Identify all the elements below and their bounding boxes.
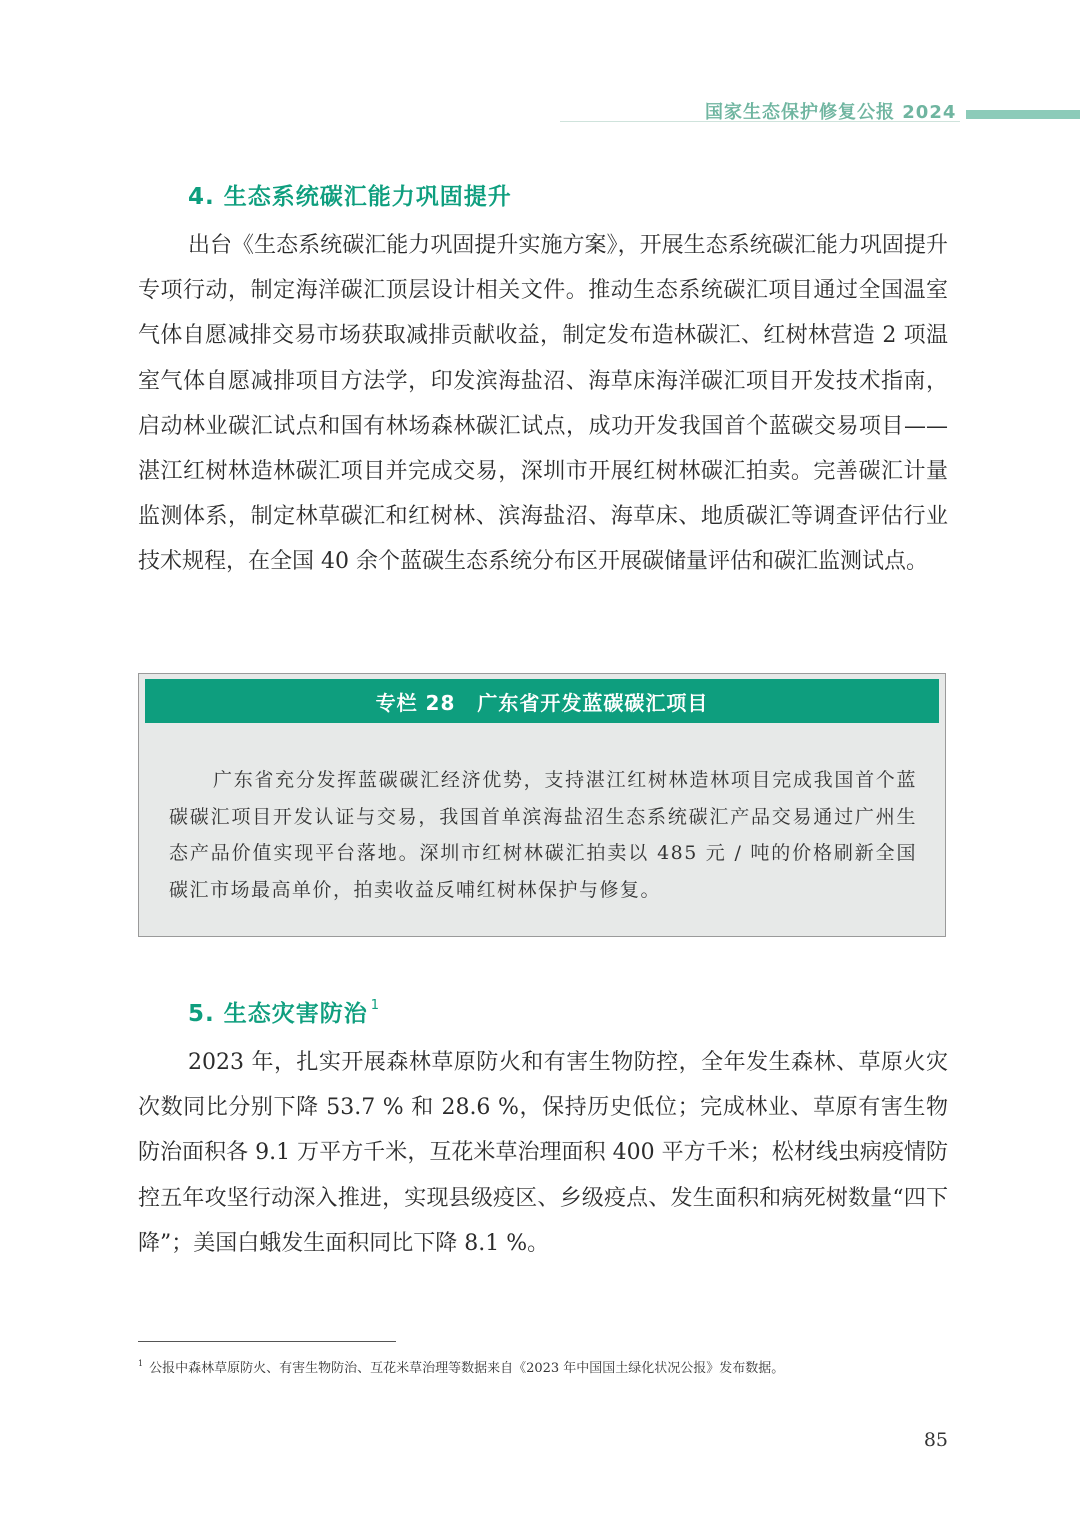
sidebar-box-title: 广东省开发蓝碳碳汇项目: [477, 690, 709, 715]
footnote-text: 公报中森林草原防火、有害生物防治、互花米草治理等数据来自《2023 年中国国土绿化状况公报》发布数据。: [149, 1361, 785, 1376]
footnote-mark: 1: [138, 1359, 144, 1368]
sidebar-box-body: 广东省充分发挥蓝碳碳汇经济优势，支持湛江红树林造林项目完成我国首个蓝碳碳汇项目开发认证与交易，我国首单滨海盐沼生态系统碳汇产品交易通过广州生态产品价值实现平台落地。深圳市红树林碳汇拍卖以 485 元 / 吨的价格刷新全国碳汇市场最高单价，拍卖收益反哺红树林保护与修复。: [169, 769, 917, 901]
sidebar-box-header: [145, 679, 939, 723]
sidebar-box: [138, 673, 946, 937]
running-header-title: 国家生态保护修复公报 2024: [705, 102, 957, 123]
section-5-paragraph: 2023 年，扎实开展森林草原防火和有害生物防控，全年发生森林、草原火灾次数同比分别下降 53.7 % 和 28.6 %，保持历史低位；完成林业、草原有害生物防治面积各 9.1 万平方千米，互花米草治理面积 400 平方千米；松材线虫病疫情防控五年攻坚行动深入推进，实现县级疫区、乡级疫点、发生面积和病死树数量“四下降”；美国白蛾发生面积同比下降 8.1 %。: [138, 1050, 948, 1256]
footnote-divider: [138, 1341, 396, 1342]
section-4-heading-text: 4. 生态系统碳汇能力巩固提升: [188, 184, 512, 210]
section-5-heading-text: 5. 生态灾害防治: [188, 1001, 368, 1027]
footnote: [138, 1354, 948, 1379]
section-5-heading: [188, 995, 380, 1028]
sidebar-box-label: 专栏 28: [375, 690, 456, 715]
page-number: 85: [923, 1429, 948, 1451]
section-4-heading: [188, 178, 512, 211]
section-4-paragraph: 出台《生态系统碳汇能力巩固提升实施方案》，开展生态系统碳汇能力巩固提升专项行动，制定海洋碳汇顶层设计相关文件。推动生态系统碳汇项目通过全国温室气体自愿减排交易市场获取减排贡献收益，制定发布造林碳汇、红树林营造 2 项温室气体自愿减排项目方法学，印发滨海盐沼、海草床海洋碳汇项目开发技术指南，启动林业碳汇试点和国有林场森林碳汇试点，成功开发我国首个蓝碳交易项目——湛江红树林造林碳汇项目并完成交易，深圳市开展红树林碳汇拍卖。完善碳汇计量监测体系，制定林草碳汇和红树林、滨海盐沼、海草床、地质碳汇等调查评估行业技术规程，在全国 40 余个蓝碳生态系统分布区开展碳储量评估和碳汇监测试点。: [138, 233, 948, 575]
footnote-reference: 1: [370, 998, 381, 1013]
header-accent-bar: [966, 110, 1080, 119]
